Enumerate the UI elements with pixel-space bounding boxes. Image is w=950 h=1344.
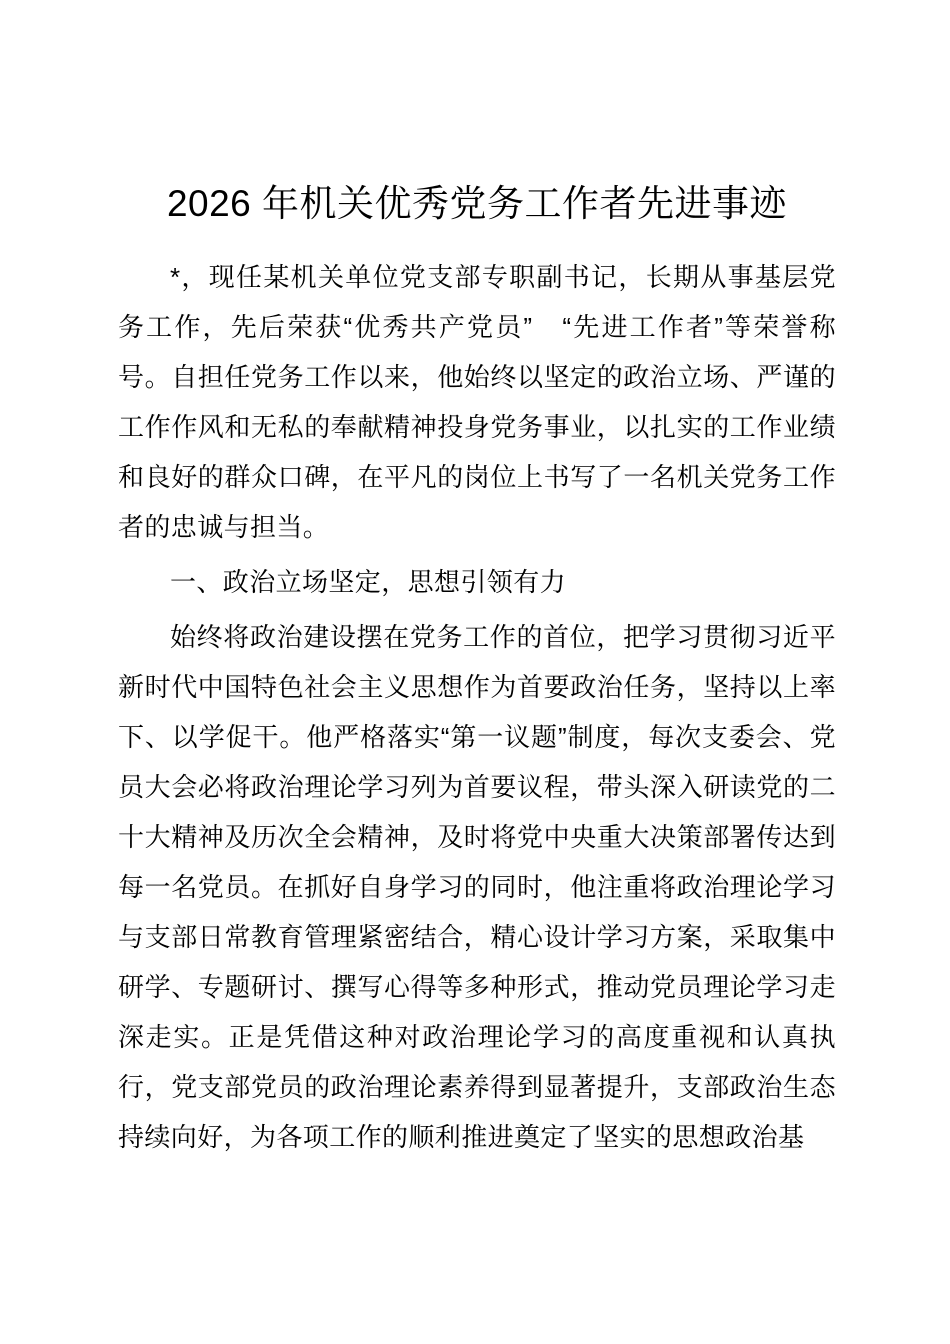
section-1-paragraph: 始终将政治建设摆在党务工作的首位，把学习贯彻习近平新时代中国特色社会主义思想作为首要政治任务，坚持以上率下、以学促干。他严格落实“第一议题”制度，每次支委会、党员大会必将政治理论学习列为首要议程，带头深入研读党的二十大精神及历次全会精神，及时将党中央重大决策部署传达到每一名党员。在抓好自身学习的同时，他注重将政治理论学习与支部日常教育管理紧密结合，精心设计学习方案，采取集中研学、专题研讨、撰写心得等多种形式，推动党员理论学习走深走实。正是凭借这种对政治理论学习的高度重视和认真执行，党支部党员的政治理论素养得到显著提升，支部政治生态持续向好，为各项工作的顺利推进奠定了坚实的思想政治基 (118, 622, 836, 1152)
section-heading-1: 一、政治立场坚定，思想引领有力 (170, 567, 567, 597)
document-title: 2026 年机关优秀党务工作者先进事迹 (166, 183, 788, 224)
document-content (118, 0, 836, 1162)
intro-paragraph: *，现任某机关单位党支部专职副书记，长期从事基层党务工作，先后荣获“优秀共产党员” “先进工作者”等荣誉称号。自担任党务工作以来，他始终以坚定的政治立场、严谨的工作作风和无私的奉献精神投身党务事业，以扎实的工作业绩和良好的群众口碑，在平凡的岗位上书写了一名机关党务工作者的忠诚与担当。 (118, 262, 836, 542)
